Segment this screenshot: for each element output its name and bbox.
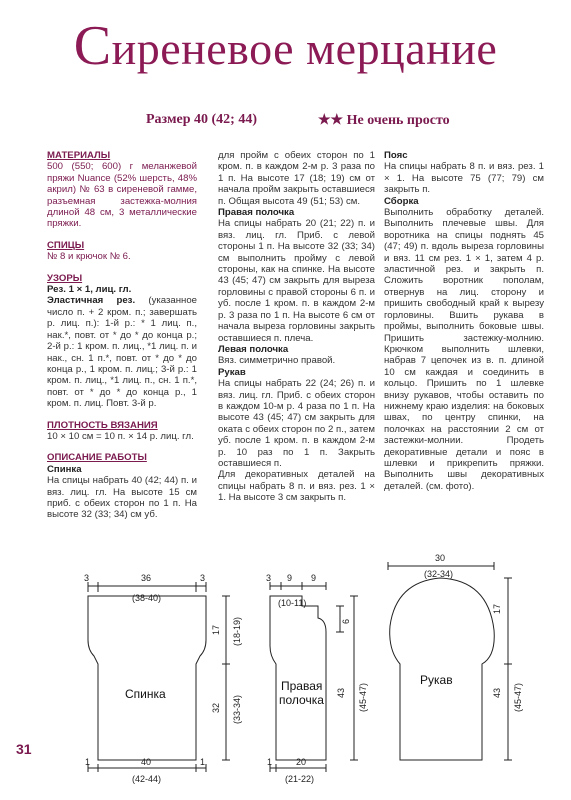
- front-dim-height: 43: [336, 687, 346, 698]
- work-heading: ОПИСАНИЕ РАБОТЫ: [47, 452, 147, 464]
- sleeve-dim-top-sub: (32-34): [424, 569, 454, 579]
- front-dim-top-c: 9: [311, 573, 317, 583]
- decor-text: Для декоративных деталей на спицы набрать 8 п. и вяз. рез. 1 × 1. На высоте 3 см закрыть п.: [218, 469, 375, 504]
- density-heading: ПЛОТНОСТЬ ВЯЗАНИЯ: [47, 419, 158, 431]
- density-text: 10 × 10 см = 10 п. × 14 р. лиц. гл.: [47, 430, 194, 442]
- front-piece-label-1: Правая: [281, 679, 323, 693]
- front-dim-bottom-sub: (21-22): [285, 774, 315, 784]
- back-text: На спицы набрать 40 (42; 44) п. и вяз. лиц. гл. На высоте 15 см приб. с обеих сторон по 1 п. На высоте 32 (33; 34) см уб.: [47, 475, 197, 521]
- back-dim-side: 32: [211, 702, 221, 713]
- sleeve-dim-cap: 17: [492, 603, 502, 614]
- back-heading: Спинка: [47, 463, 82, 475]
- materials-text: 500 (550; 600) г меланжевой пряжи Nuance (52% шерсть, 48% акрил) № 63 в сиреневой гамме, разъемная застежка-молния длиной 48 см, 3 металлические пряжки.: [47, 161, 197, 230]
- sleeve-dim-height-sub: (45-47): [513, 682, 523, 712]
- belt-text: На спицы набрать 8 п. и вяз. рез. 1 × 1. На высоте 75 (77; 79) см закрыть п.: [384, 161, 544, 196]
- back-outline: [88, 596, 206, 760]
- front-dim-height-sub: (45-47): [358, 682, 368, 712]
- page-title: Сиреневое мерцание: [73, 15, 498, 77]
- sleeve-piece-label: Рукав: [420, 673, 453, 687]
- back-dim-top-sub: (38-40): [132, 593, 162, 603]
- front-dim-top-b: 9: [287, 573, 293, 583]
- right-front-text: На спицы набрать 20 (21; 22) п. и вяз. лиц. гл. Приб. с левой стороны 1 п. На высоте 32 (33; 34) см выполнить пройму с левой стороны, как на спинке. На высоте 43 (45; 47) см закрыть для выреза горловины с правой стороны 6 п. и уб. после 1 кром. п. в каждом 2-м р. 3 раза по 1 п. На высоте 6 см от начала выреза горловины закрыть оставшиеся п. плеча.: [218, 218, 375, 344]
- front-dim-bottom-b: 20: [296, 757, 307, 767]
- back-dim-armhole-sub: (18-19): [232, 616, 242, 646]
- front-outline: [270, 596, 326, 760]
- back-dim-bottom-left: 1: [85, 757, 91, 767]
- back-dim-armhole: 17: [211, 624, 221, 635]
- difficulty-label: ★★ Не очень просто: [318, 113, 450, 128]
- front-dim-top-a: 3: [266, 573, 272, 583]
- back-dim-top-mid: 36: [141, 573, 152, 583]
- back-dim-bottom-right: 1: [200, 757, 206, 767]
- needles-text: № 8 и крючок № 6.: [47, 251, 131, 263]
- assembly-text: Выполнить обработку деталей. Выполнить плечевые швы. Для воротника на спицы поднять 45 (47; 49) п. вдоль выреза горловины и вяз. 11 см рез. 1 × 1, затем 4 р. эластичной рез. и закрыть п. Сложить воротник пополам, отвернув на лиц. сторону и пришить свободный край к вырезу горловины. Вшить рукава в проймы, выполнить боковые швы. Пришить застежку-молнию. Крючком выполнить шлевки, набрав 7 цепочек из в. п. длиной 10 см каждая и соединить в кольцо. Пришить по 1 шлевке внизу рукавов, чтобы оставить по нижнему краю изделия: на боковых швах, по центру спинки, на полочках на расстоянии 2 см от застежки-молнии. Продеть декоративные детали и пояс в шлевки и прикрепить пряжки. Выполнить швы декоративных деталей. (см. фото).: [384, 207, 544, 492]
- pattern-rib: Рез. 1 × 1, лиц. гл.: [47, 284, 132, 296]
- belt-heading: Пояс: [384, 150, 408, 161]
- back-piece-label: Спинка: [125, 687, 166, 701]
- back-dim-bottom-sub: (42-44): [132, 774, 162, 784]
- back-dim-side-sub: (33-34): [232, 694, 242, 724]
- sleeve-text: На спицы набрать 22 (24; 26) п. и вяз. лиц. гл. Приб. с обеих сторон в каждом 10-м р. 4 раза по 1 п. На высоте 43 (45; 47) см закрыть для оката с обеих сторон по 2 п., затем уб. после 1 кром. п. в каждом 2-м р. 10 раз по 1 п. Закрыть оставшиеся п.: [218, 378, 375, 469]
- elastic-rib: Эластичная рез. (указанное число п. + 2 кром. п.; завершать р. лиц. п.): 1-й р.: * 1 лиц. п., нак.*, повт. от * до * до конца р.; 2-й р.: 1 кром. п. лиц., *1 лиц. п. и нак., сн. 1 п.*, повт. от * до * до конца р., 1 кром. п. лиц.; 3-й р.: 1 кром. п. лиц., *1 лиц. п., сн. 1 п.*, повт. от * до * до конца р., 1 кром. п. лиц. Повт. 3-й р.: [47, 295, 198, 410]
- back-dim-top-left: 3: [84, 573, 90, 583]
- back-text-cont: для пройм с обеих сторон по 1 кром. п. в каждом 2-м р. 3 раза по 1 п. На высоте 17 (18; 19) см от начала пройм закрыть оставшиеся п. Общая высота 49 (51; 53) см.: [218, 150, 375, 207]
- front-dim-top-sub: (10-11): [278, 598, 307, 608]
- size-label: Размер 40 (42; 44): [146, 112, 258, 127]
- sleeve-dim-top: 30: [435, 553, 446, 563]
- page-number: 31: [16, 741, 32, 757]
- assembly-heading: Сборка: [384, 195, 419, 207]
- front-dim-bottom-a: 1: [267, 757, 273, 767]
- materials-heading: МАТЕРИАЛЫ: [47, 150, 111, 161]
- sleeve-outline: [390, 578, 495, 760]
- sleeve-dim-height: 43: [492, 687, 502, 698]
- left-front-text: Вяз. симметрично правой.: [218, 355, 336, 367]
- left-front-heading: Левая полочка: [218, 343, 289, 355]
- right-front-heading: Правая полочка: [218, 207, 295, 219]
- front-piece-label-2: полочка: [279, 693, 324, 707]
- sleeve-heading: Рукав: [218, 366, 246, 378]
- back-dim-top-right: 3: [200, 573, 206, 583]
- needles-heading: СПИЦЫ: [47, 239, 85, 251]
- patterns-heading: УЗОРЫ: [47, 272, 83, 284]
- front-dim-neck: 6: [341, 618, 351, 624]
- back-dim-bottom-mid: 40: [141, 757, 152, 767]
